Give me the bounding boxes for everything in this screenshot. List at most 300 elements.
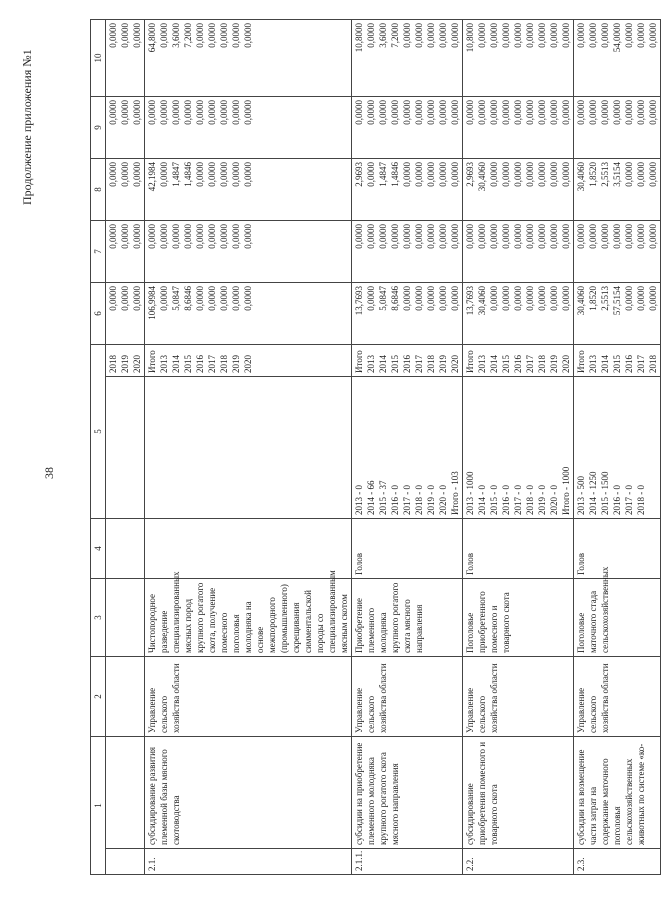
value: 0,0000 [159, 100, 169, 125]
year: 2014 [171, 355, 181, 373]
value: 0,0000 [243, 286, 253, 311]
value: 0,0000 [414, 23, 424, 48]
indicator: Чистопородное разведение специализированных мясных пород крупного рогатого скота, получение помесного поголовья молодняка на основе межпородного (промышленного) скрещивания симментальской породы со специализированным мясным скотом [145, 579, 352, 657]
value: 57,5154 [612, 286, 622, 316]
value: 54,0000 [612, 23, 622, 53]
value: 0,0000 [108, 224, 118, 249]
value: 0,0000 [513, 23, 523, 48]
value: 0,0000 [132, 286, 142, 311]
table-row [463, 20, 574, 875]
year: 2017 [414, 355, 424, 373]
value: 0,0000 [108, 286, 118, 311]
value: 0,0000 [537, 162, 547, 187]
value: 8,6846 [390, 286, 400, 311]
col-10 [145, 20, 352, 97]
value: 0,0000 [132, 100, 142, 125]
value: 0,0000 [366, 224, 376, 249]
plan-value: 2014 - 1250 [588, 471, 598, 515]
col-6 [145, 283, 352, 345]
value: 0,0000 [450, 100, 460, 125]
unit: Голов [463, 519, 574, 579]
col-6 [574, 283, 661, 345]
value: 0,0000 [612, 100, 622, 125]
value: 30,4060 [576, 286, 586, 316]
col-8 [352, 159, 463, 221]
value: 0,0000 [561, 224, 571, 249]
value: 0,0000 [243, 224, 253, 249]
value: 0,0000 [450, 23, 460, 48]
plan-value: 2013 - 500 [576, 476, 586, 515]
value: 0,0000 [207, 162, 217, 187]
value: 0,0000 [525, 286, 535, 311]
value: 7,2000 [390, 23, 400, 48]
years [106, 345, 145, 377]
year: 2017 [525, 355, 535, 373]
value: 0,0000 [450, 224, 460, 249]
value: 0,0000 [414, 286, 424, 311]
value: 0,0000 [147, 100, 157, 125]
appendix-title: Продолжение приложения №1 [20, 49, 34, 205]
value: 0,0000 [231, 100, 241, 125]
value: 0,0000 [402, 100, 412, 125]
year: 2015 [501, 355, 511, 373]
value: 42,1984 [147, 162, 157, 192]
year: 2018 [108, 355, 118, 373]
value: 0,0000 [402, 286, 412, 311]
col-8 [106, 159, 145, 221]
value: 0,0000 [537, 286, 547, 311]
table-row [145, 20, 352, 875]
years [145, 345, 352, 377]
year: 2020 [561, 355, 571, 373]
value: 0,0000 [489, 286, 499, 311]
value: 0,0000 [219, 224, 229, 249]
year: 2018 [219, 355, 229, 373]
value: 0,0000 [624, 23, 634, 48]
value: 0,0000 [120, 162, 130, 187]
page-number: 38 [42, 467, 56, 479]
header-cell: 6 [91, 283, 106, 345]
value: 0,0000 [414, 224, 424, 249]
unit: Голов [352, 519, 463, 579]
year: 2013 [366, 355, 376, 373]
value: 0,0000 [636, 162, 646, 187]
value: 0,0000 [588, 23, 598, 48]
value: 0,0000 [450, 162, 460, 187]
year: 2019 [549, 355, 559, 373]
value: 0,0000 [501, 224, 511, 249]
value: 0,0000 [477, 23, 487, 48]
value: 0,0000 [501, 100, 511, 125]
value: 0,0000 [489, 162, 499, 187]
value: 0,0000 [108, 162, 118, 187]
value: 0,0000 [132, 224, 142, 249]
header-cell: 8 [91, 159, 106, 221]
col-6 [106, 283, 145, 345]
value: 1,4847 [378, 162, 388, 187]
plan-value: 2020 - 0 [438, 485, 448, 515]
value: 0,0000 [108, 100, 118, 125]
value: 0,0000 [636, 224, 646, 249]
year: 2013 [159, 355, 169, 373]
year: Итого [576, 350, 586, 373]
value: 0,0000 [561, 286, 571, 311]
value: 0,0000 [219, 162, 229, 187]
value: 3,6000 [378, 23, 388, 48]
value: 0,0000 [438, 286, 448, 311]
plan-value: Итого - 103 [450, 471, 460, 515]
year: 2014 [600, 355, 610, 373]
value: 1,8520 [588, 162, 598, 187]
year: 2020 [132, 355, 142, 373]
value: 0,0000 [120, 100, 130, 125]
header-cell: 9 [91, 97, 106, 159]
value: 0,0000 [402, 162, 412, 187]
value: 0,0000 [402, 224, 412, 249]
table-row [352, 20, 463, 875]
value: 10,8000 [354, 23, 364, 53]
years [463, 345, 574, 377]
value: 0,0000 [489, 100, 499, 125]
executor: Управление сельского хозяйства области [574, 657, 661, 737]
col-7 [145, 221, 352, 283]
value: 0,0000 [648, 286, 658, 311]
value: 0,0000 [537, 224, 547, 249]
value: 0,0000 [624, 100, 634, 125]
table-row [106, 20, 145, 875]
value: 0,0000 [525, 100, 535, 125]
value: 0,0000 [171, 100, 181, 125]
col-9 [463, 97, 574, 159]
row-number [106, 849, 145, 875]
value: 7,2000 [183, 23, 193, 48]
value: 0,0000 [426, 162, 436, 187]
plan-value: 2020 - 0 [549, 485, 559, 515]
value: 0,0000 [576, 224, 586, 249]
year: 2019 [438, 355, 448, 373]
value: 0,0000 [120, 224, 130, 249]
value: 0,0000 [231, 286, 241, 311]
value: 0,0000 [195, 162, 205, 187]
value: 2,5513 [600, 162, 610, 187]
value: 0,0000 [243, 23, 253, 48]
executor: Управление сельского хозяйства области [145, 657, 352, 737]
year: 2016 [195, 355, 205, 373]
indicator: Приобретение племенного молодняка крупного рогатого скота мясного направления [352, 579, 463, 657]
year: 2016 [402, 355, 412, 373]
col-7 [106, 221, 145, 283]
value: 0,0000 [600, 23, 610, 48]
value: 0,0000 [366, 162, 376, 187]
unit: Голов [574, 519, 661, 579]
value: 0,0000 [576, 23, 586, 48]
value: 0,0000 [120, 286, 130, 311]
year: 2015 [612, 355, 622, 373]
header-cell: 7 [91, 221, 106, 283]
plan-value: 2016 - 0 [612, 485, 622, 515]
value: 8,6846 [183, 286, 193, 311]
value: 0,0000 [195, 100, 205, 125]
value: 10,8000 [465, 23, 475, 53]
year: 2017 [207, 355, 217, 373]
year: 2016 [513, 355, 523, 373]
col-10 [574, 20, 661, 97]
col-9 [145, 97, 352, 159]
program-table [90, 19, 661, 875]
col-7 [574, 221, 661, 283]
value: 0,0000 [525, 224, 535, 249]
header-cell: 4 [91, 519, 106, 579]
plan-value: 2015 - 37 [378, 480, 388, 515]
col-9 [574, 97, 661, 159]
plan-values [106, 377, 145, 519]
value: 5,0847 [378, 286, 388, 311]
year: 2015 [390, 355, 400, 373]
row-number: 2.3. [574, 849, 661, 875]
value: 0,0000 [195, 23, 205, 48]
value: 0,0000 [624, 224, 634, 249]
col-7 [352, 221, 463, 283]
value: 0,0000 [648, 224, 658, 249]
value: 0,0000 [636, 286, 646, 311]
value: 0,0000 [513, 224, 523, 249]
value: 0,0000 [489, 23, 499, 48]
plan-value: 2016 - 0 [501, 485, 511, 515]
value: 0,0000 [159, 286, 169, 311]
value: 13,7693 [465, 286, 475, 316]
measure-name: субсидирование приобретения помесного и товарного скота [463, 737, 574, 849]
plan-value: 2018 - 0 [525, 485, 535, 515]
col-6 [352, 283, 463, 345]
value: 0,0000 [390, 100, 400, 125]
value: 0,0000 [549, 100, 559, 125]
value: 0,0000 [624, 286, 634, 311]
value: 0,0000 [390, 224, 400, 249]
col-8 [574, 159, 661, 221]
header-cell: 3 [91, 579, 106, 657]
value: 0,0000 [501, 286, 511, 311]
indicator: Поголовье приобретенного помесного и товарного скота [463, 579, 574, 657]
value: 0,0000 [648, 100, 658, 125]
value: 0,0000 [378, 100, 388, 125]
value: 0,0000 [588, 100, 598, 125]
plan-value: 2017 - 0 [513, 485, 523, 515]
value: 0,0000 [378, 224, 388, 249]
years [574, 345, 661, 377]
value: 0,0000 [501, 162, 511, 187]
unit [106, 519, 145, 579]
value: 0,0000 [549, 224, 559, 249]
col-8 [463, 159, 574, 221]
value: 0,0000 [426, 224, 436, 249]
value: 0,0000 [612, 224, 622, 249]
value: 0,0000 [354, 224, 364, 249]
value: 0,0000 [183, 100, 193, 125]
plan-value: 2014 - 66 [366, 480, 376, 515]
header-cell: 1 [91, 737, 106, 875]
value: 0,0000 [561, 162, 571, 187]
col-8 [145, 159, 352, 221]
measure-name: субсидии на приобретение племенного молодняка крупного рогатого скота мясного направления [352, 737, 463, 849]
value: 0,0000 [549, 286, 559, 311]
value: 0,0000 [219, 286, 229, 311]
value: 0,0000 [600, 224, 610, 249]
value: 30,4060 [477, 286, 487, 316]
value: 0,0000 [414, 162, 424, 187]
year: 2018 [648, 355, 658, 373]
year: 2013 [477, 355, 487, 373]
plan-values [352, 377, 463, 519]
executor: Управление сельского хозяйства области [463, 657, 574, 737]
year: 2018 [537, 355, 547, 373]
value: 0,0000 [231, 224, 241, 249]
value: 0,0000 [549, 23, 559, 48]
plan-value: 2013 - 1000 [465, 471, 475, 515]
year: 2014 [489, 355, 499, 373]
value: 0,0000 [450, 286, 460, 311]
header-row [91, 20, 106, 875]
value: 0,0000 [636, 23, 646, 48]
value: 0,0000 [576, 100, 586, 125]
unit [145, 519, 352, 579]
indicator [106, 579, 145, 657]
value: 0,0000 [195, 224, 205, 249]
value: 106,9984 [147, 286, 157, 320]
col-9 [106, 97, 145, 159]
value: 0,0000 [231, 162, 241, 187]
value: 0,0000 [636, 100, 646, 125]
value: 0,0000 [600, 100, 610, 125]
value: 0,0000 [147, 224, 157, 249]
year: Итого [465, 350, 475, 373]
header-cell: 10 [91, 20, 106, 97]
value: 0,0000 [648, 162, 658, 187]
plan-value: 2017 - 0 [402, 485, 412, 515]
value: 0,0000 [366, 286, 376, 311]
col-9 [352, 97, 463, 159]
value: 0,0000 [438, 23, 448, 48]
plan-values [145, 377, 352, 519]
row-number: 2.2. [463, 849, 574, 875]
value: 0,0000 [159, 162, 169, 187]
value: 0,0000 [219, 23, 229, 48]
value: 0,0000 [219, 100, 229, 125]
row-number: 2.1.1. [352, 849, 463, 875]
value: 0,0000 [525, 23, 535, 48]
value: 30,4060 [477, 162, 487, 192]
value: 0,0000 [366, 23, 376, 48]
value: 0,0000 [402, 23, 412, 48]
year: 2014 [378, 355, 388, 373]
plan-values [574, 377, 661, 519]
year: Итого [147, 350, 157, 373]
value: 1,4847 [171, 162, 181, 187]
value: 3,6000 [171, 23, 181, 48]
value: 2,9693 [465, 162, 475, 187]
value: 0,0000 [207, 23, 217, 48]
executor: Управление сельского хозяйства области [352, 657, 463, 737]
plan-value: 2018 - 0 [636, 485, 646, 515]
value: 1,4846 [390, 162, 400, 187]
value: 0,0000 [108, 23, 118, 48]
plan-value: 2015 - 1500 [600, 471, 610, 515]
year: 2020 [243, 355, 253, 373]
header-cell: 5 [91, 345, 106, 519]
value: 0,0000 [477, 100, 487, 125]
plan-value: 2017 - 0 [624, 485, 634, 515]
value: 2,9693 [354, 162, 364, 187]
col-10 [352, 20, 463, 97]
value: 0,0000 [426, 23, 436, 48]
year: 2017 [636, 355, 646, 373]
year: 2018 [426, 355, 436, 373]
value: 0,0000 [561, 23, 571, 48]
value: 0,0000 [120, 23, 130, 48]
value: 0,0000 [438, 224, 448, 249]
table-row [574, 20, 661, 875]
row-number: 2.1. [145, 849, 352, 875]
value: 0,0000 [561, 100, 571, 125]
plan-value: Итого - 1000 [561, 466, 571, 515]
table-body [106, 20, 661, 875]
value: 1,8520 [588, 286, 598, 311]
value: 0,0000 [501, 23, 511, 48]
year: 2016 [624, 355, 634, 373]
value: 0,0000 [207, 286, 217, 311]
value: 0,0000 [549, 162, 559, 187]
indicator: Поголовье маточного стада сельскохозяйственных [574, 579, 661, 657]
year: 2020 [450, 355, 460, 373]
year: 2019 [231, 355, 241, 373]
measure-name [106, 737, 145, 849]
value: 0,0000 [426, 286, 436, 311]
plan-value: 2016 - 0 [390, 485, 400, 515]
value: 0,0000 [438, 162, 448, 187]
year: Итого [354, 350, 364, 373]
value: 30,4060 [576, 162, 586, 192]
plan-value: 2013 - 0 [354, 485, 364, 515]
value: 0,0000 [477, 224, 487, 249]
value: 0,0000 [207, 224, 217, 249]
value: 64,8000 [147, 23, 157, 53]
col-6 [463, 283, 574, 345]
value: 0,0000 [513, 286, 523, 311]
plan-value: 2014 - 0 [477, 485, 487, 515]
value: 0,0000 [183, 224, 193, 249]
value: 0,0000 [159, 23, 169, 48]
value: 0,0000 [465, 224, 475, 249]
plan-value: 2019 - 0 [426, 485, 436, 515]
value: 0,0000 [243, 162, 253, 187]
value: 0,0000 [525, 162, 535, 187]
plan-values [463, 377, 574, 519]
col-10 [463, 20, 574, 97]
value: 0,0000 [537, 100, 547, 125]
value: 3,5154 [612, 162, 622, 187]
year: 2013 [588, 355, 598, 373]
value: 0,0000 [513, 162, 523, 187]
value: 1,4846 [183, 162, 193, 187]
value: 0,0000 [132, 162, 142, 187]
value: 0,0000 [489, 224, 499, 249]
value: 0,0000 [354, 100, 364, 125]
executor [106, 657, 145, 737]
value: 0,0000 [624, 162, 634, 187]
value: 0,0000 [132, 23, 142, 48]
value: 5,0847 [171, 286, 181, 311]
value: 0,0000 [366, 100, 376, 125]
plan-value: 2015 - 0 [489, 485, 499, 515]
